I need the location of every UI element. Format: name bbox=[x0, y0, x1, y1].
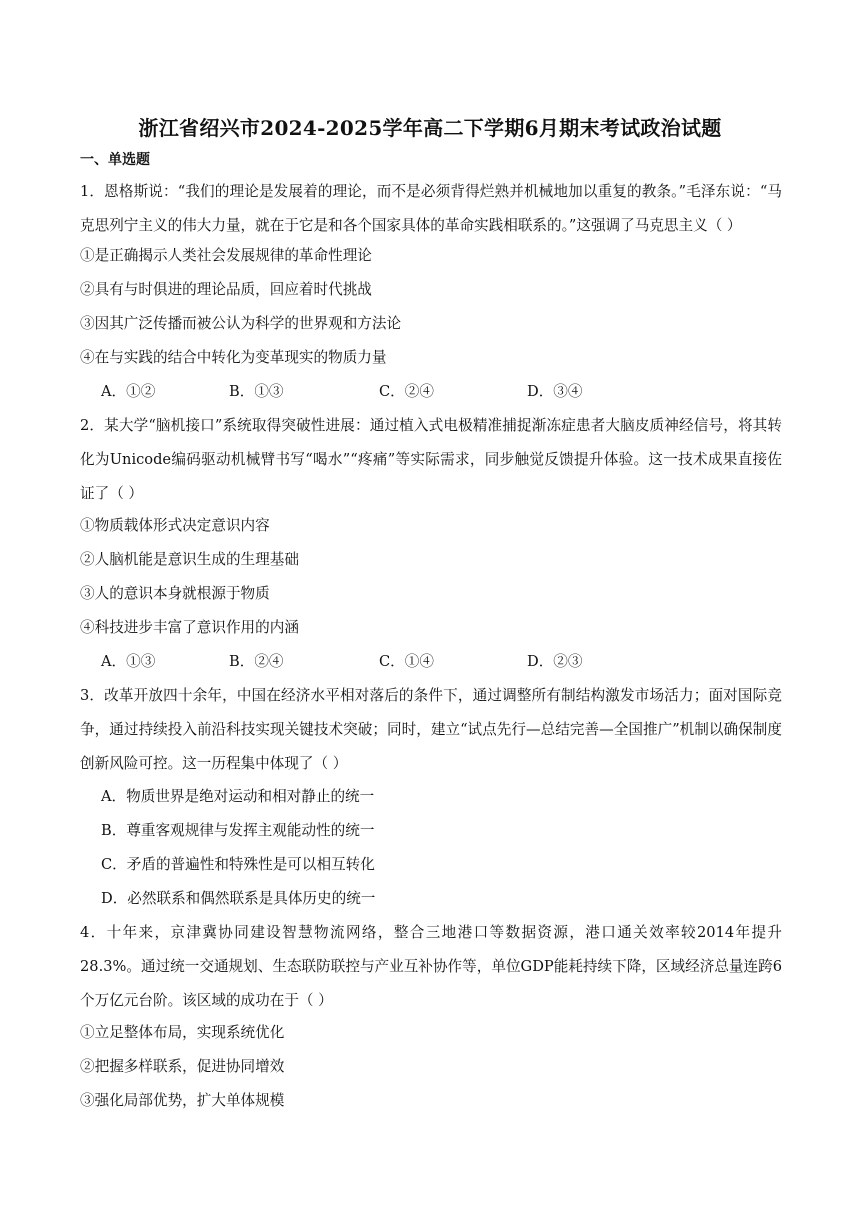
question-2-item-3: ③人的意识本身就根源于物质 bbox=[80, 585, 270, 602]
question-4-stem: 4．十年来，京津冀协同建设智慧物流网络，整合三地港口等数据资源，港口通关效率较2014年提升28.3%。通过统一交通规划、生态联防联控与产业互补协作等，单位GDP能耗持续下降，区域经济总量连跨6个万亿元台阶。该区域的成功在于（ ） bbox=[80, 924, 782, 1009]
page-title: 浙江省绍兴市2024-2025学年高二下学期6月期末考试政治试题 bbox=[138, 116, 722, 140]
question-2-option-d: D．②③ bbox=[527, 653, 583, 670]
question-1-option-a: A．①② bbox=[101, 383, 156, 400]
question-3-option-d: D．必然联系和偶然联系是具体历史的统一 bbox=[101, 890, 376, 907]
question-1-item-3: ③因其广泛传播而被公认为科学的世界观和方法论 bbox=[80, 315, 402, 332]
question-2-stem: 2．某大学“脑机接口”系统取得突破性进展：通过植入式电极精准捕捉渐冻症患者大脑皮质神经信号，将其转化为Unicode编码驱动机械臂书写“喝水”“疼痛”等实际需求，同步触觉反馈提升体验。这一技术成果直接佐证了（ ） bbox=[80, 417, 782, 502]
question-3-stem: 3．改革开放四十余年，中国在经济水平相对落后的条件下，通过调整所有制结构激发市场活力；面对国际竞争，通过持续投入前沿科技实现关键技术突破；同时，建立“试点先行—总结完善—全国推广”机制以确保制度创新风险可控。这一历程集中体现了（ ） bbox=[80, 687, 782, 772]
question-1-item-1: ①是正确揭示人类社会发展规律的革命性理论 bbox=[80, 247, 372, 264]
question-4-item-1: ①立足整体布局，实现系统优化 bbox=[80, 1024, 285, 1041]
question-1-stem: 1．恩格斯说：“我们的理论是发展着的理论，而不是必须背得烂熟并机械地加以重复的教条。”毛泽东说：“马克思列宁主义的伟大力量，就在于它是和各个国家具体的革命实践相联系的。”这强调了马克思主义（ ） bbox=[80, 183, 782, 234]
question-2-item-4: ④科技进步丰富了意识作用的内涵 bbox=[80, 619, 299, 636]
question-3-option-c: C．矛盾的普遍性和特殊性是可以相互转化 bbox=[101, 856, 375, 873]
question-2-item-1: ①物质载体形式决定意识内容 bbox=[80, 517, 270, 534]
question-3-option-a: A．物质世界是绝对运动和相对静止的统一 bbox=[101, 788, 375, 805]
section-heading: 一、单选题 bbox=[80, 152, 150, 168]
question-4-item-3: ③强化局部优势，扩大单体规模 bbox=[80, 1092, 285, 1109]
question-2-option-b: B．②④ bbox=[229, 653, 284, 670]
question-2-item-2: ②人脑机能是意识生成的生理基础 bbox=[80, 551, 299, 568]
question-1-item-2: ②具有与时俱进的理论品质，回应着时代挑战 bbox=[80, 281, 372, 298]
question-4-item-2: ②把握多样联系，促进协同增效 bbox=[80, 1058, 285, 1075]
question-1-item-4: ④在与实践的结合中转化为变革现实的物质力量 bbox=[80, 349, 387, 366]
question-2-option-a: A．①③ bbox=[101, 653, 156, 670]
question-1-option-d: D．③④ bbox=[527, 383, 583, 400]
question-1-option-b: B．①③ bbox=[229, 383, 284, 400]
question-2-option-c: C．①④ bbox=[379, 653, 434, 670]
question-3-option-b: B．尊重客观规律与发挥主观能动性的统一 bbox=[101, 822, 375, 839]
question-1-option-c: C．②④ bbox=[379, 383, 434, 400]
